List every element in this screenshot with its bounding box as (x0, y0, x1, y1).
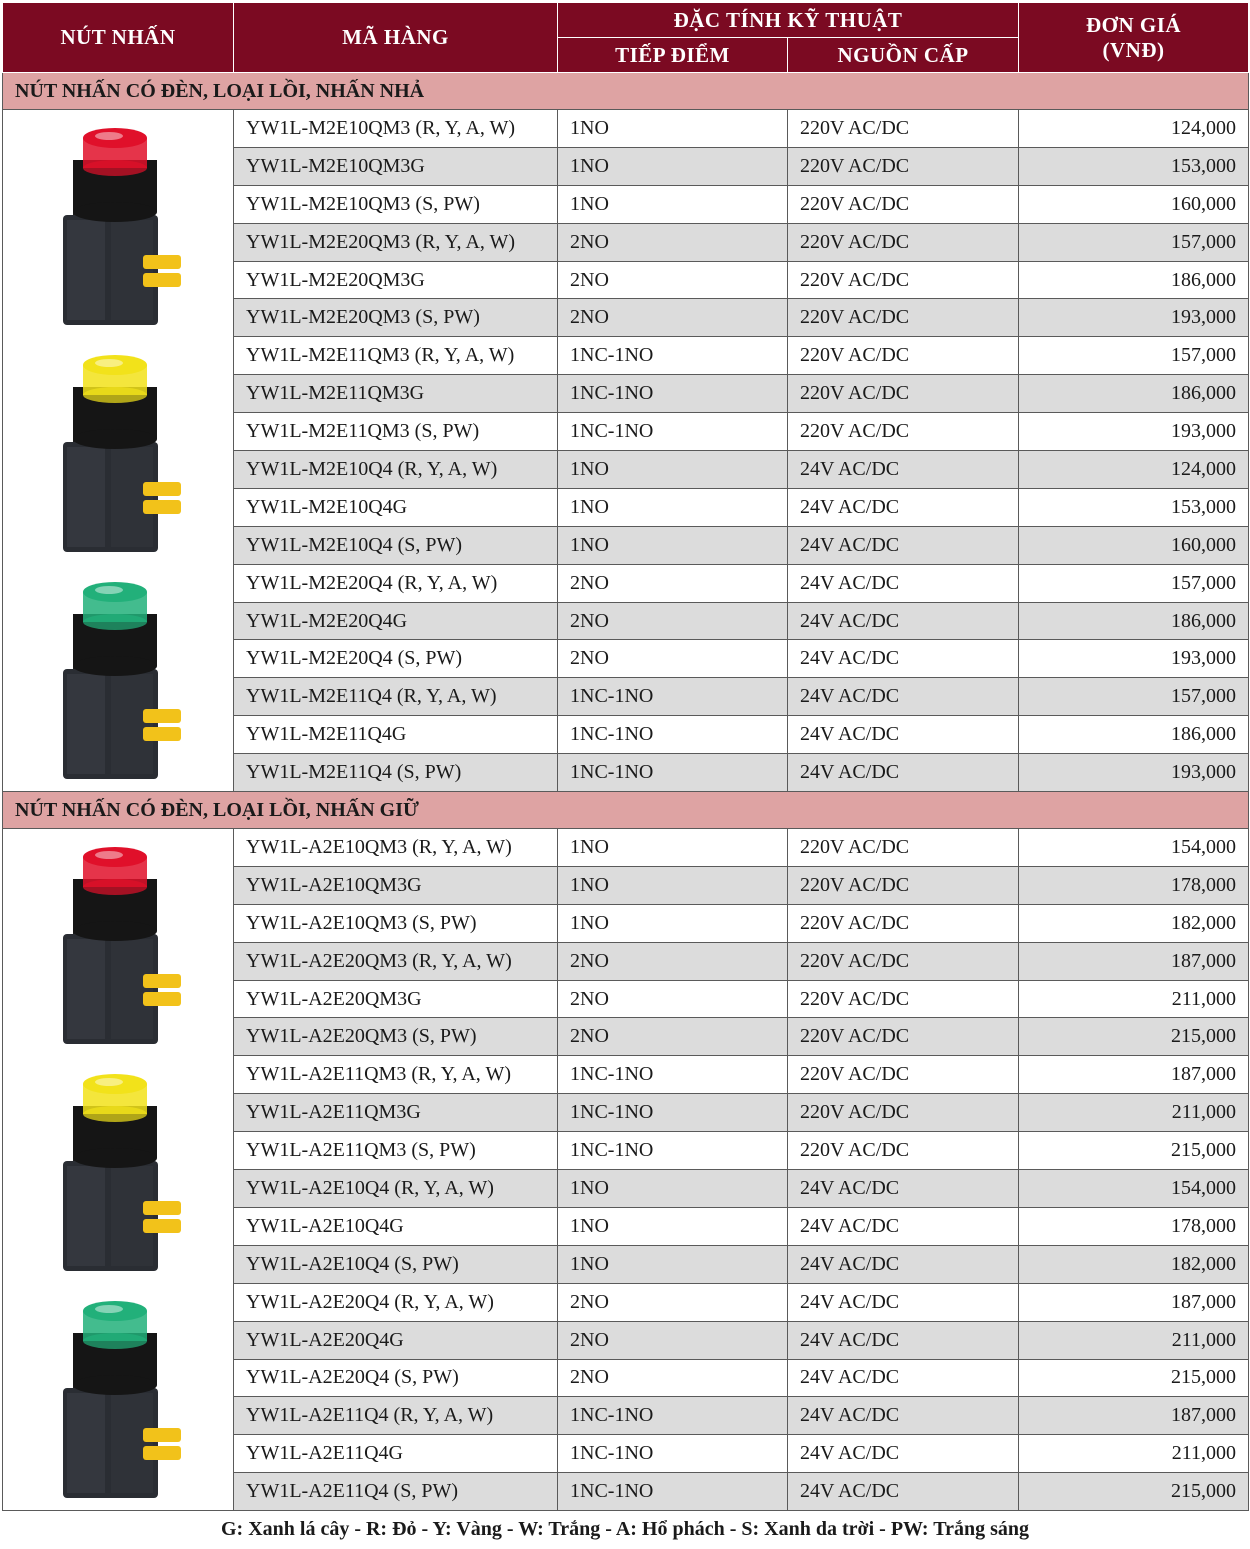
unit-price: 182,000 (1019, 904, 1249, 942)
unit-price: 186,000 (1019, 716, 1249, 754)
header-price (1019, 3, 1249, 73)
header-spec: ĐẶC TÍNH KỸ THUẬT (558, 3, 1019, 38)
contact-type: 2NO (558, 1359, 788, 1397)
power-supply: 220V AC/DC (788, 299, 1019, 337)
product-code: YW1L-M2E20QM3 (S, PW) (234, 299, 558, 337)
contact-type: 1NC-1NO (558, 1094, 788, 1132)
unit-price: 215,000 (1019, 1473, 1249, 1511)
contact-type: 2NO (558, 980, 788, 1018)
product-code: YW1L-M2E11Q4 (S, PW) (234, 754, 558, 792)
power-supply: 220V AC/DC (788, 829, 1019, 867)
power-supply: 24V AC/DC (788, 640, 1019, 678)
power-supply: 24V AC/DC (788, 1321, 1019, 1359)
unit-price: 157,000 (1019, 337, 1249, 375)
contact-type: 2NO (558, 223, 788, 261)
unit-price: 211,000 (1019, 1321, 1249, 1359)
contact-type: 1NC-1NO (558, 1397, 788, 1435)
unit-price: 182,000 (1019, 1245, 1249, 1283)
product-code: YW1L-A2E11QM3G (234, 1094, 558, 1132)
product-image-cell (3, 110, 234, 792)
power-supply: 24V AC/DC (788, 526, 1019, 564)
table-row (3, 110, 1249, 148)
unit-price: 215,000 (1019, 1132, 1249, 1170)
red-illuminated-pushbutton-icon (53, 839, 188, 1049)
product-code: YW1L-M2E20Q4 (R, Y, A, W) (234, 564, 558, 602)
power-supply: 24V AC/DC (788, 678, 1019, 716)
contact-type: 1NO (558, 488, 788, 526)
product-code: YW1L-M2E20Q4 (S, PW) (234, 640, 558, 678)
power-supply: 24V AC/DC (788, 754, 1019, 792)
contact-type: 2NO (558, 1321, 788, 1359)
product-code: YW1L-M2E20Q4G (234, 602, 558, 640)
product-code: YW1L-A2E11Q4 (S, PW) (234, 1473, 558, 1511)
header-code: MÃ HÀNG (234, 3, 558, 73)
product-image (3, 564, 234, 791)
header-price-line2: (VNĐ) (1102, 37, 1165, 62)
product-code: YW1L-A2E10Q4 (S, PW) (234, 1245, 558, 1283)
section-header-row (3, 792, 1249, 829)
power-supply: 24V AC/DC (788, 1473, 1019, 1511)
power-supply: 220V AC/DC (788, 185, 1019, 223)
contact-type: 1NC-1NO (558, 375, 788, 413)
unit-price: 178,000 (1019, 866, 1249, 904)
price-table (2, 2, 1249, 1511)
unit-price: 186,000 (1019, 261, 1249, 299)
unit-price: 160,000 (1019, 185, 1249, 223)
unit-price: 186,000 (1019, 602, 1249, 640)
contact-type: 1NO (558, 904, 788, 942)
product-code: YW1L-A2E20QM3 (S, PW) (234, 1018, 558, 1056)
product-image (3, 110, 234, 337)
contact-type: 1NC-1NO (558, 1473, 788, 1511)
header-contact: TIẾP ĐIỂM (558, 38, 788, 73)
unit-price: 193,000 (1019, 754, 1249, 792)
contact-type: 1NO (558, 1245, 788, 1283)
product-code: YW1L-M2E11QM3G (234, 375, 558, 413)
power-supply: 220V AC/DC (788, 147, 1019, 185)
product-code: YW1L-A2E10QM3 (S, PW) (234, 904, 558, 942)
unit-price: 157,000 (1019, 564, 1249, 602)
green-illuminated-pushbutton-icon (53, 574, 188, 784)
contact-type: 1NO (558, 526, 788, 564)
unit-price: 211,000 (1019, 1094, 1249, 1132)
contact-type: 1NC-1NO (558, 1132, 788, 1170)
unit-price: 157,000 (1019, 678, 1249, 716)
power-supply: 220V AC/DC (788, 942, 1019, 980)
power-supply: 220V AC/DC (788, 866, 1019, 904)
contact-type: 1NC-1NO (558, 1056, 788, 1094)
power-supply: 220V AC/DC (788, 337, 1019, 375)
product-image (3, 1283, 234, 1510)
color-legend-footer: G: Xanh lá cây - R: Đỏ - Y: Vàng - W: Trắng - A: Hổ phách - S: Xanh da trời - PW: Trắng sáng (220, 1518, 1029, 1540)
header-price-line1: ĐƠN GIÁ (1085, 12, 1182, 37)
contact-type: 2NO (558, 299, 788, 337)
power-supply: 220V AC/DC (788, 413, 1019, 451)
product-code: YW1L-A2E10Q4 (R, Y, A, W) (234, 1170, 558, 1208)
contact-type: 2NO (558, 640, 788, 678)
section-header-row (3, 73, 1249, 110)
contact-type: 1NO (558, 1207, 788, 1245)
contact-type: 1NO (558, 147, 788, 185)
contact-type: 2NO (558, 1018, 788, 1056)
power-supply: 24V AC/DC (788, 1245, 1019, 1283)
product-code: YW1L-A2E11QM3 (S, PW) (234, 1132, 558, 1170)
product-code: YW1L-A2E20Q4 (S, PW) (234, 1359, 558, 1397)
product-code: YW1L-M2E10QM3G (234, 147, 558, 185)
contact-type: 2NO (558, 564, 788, 602)
yellow-illuminated-pushbutton-icon (53, 1066, 188, 1276)
header-button: NÚT NHẤN (3, 3, 234, 73)
contact-type: 1NC-1NO (558, 754, 788, 792)
unit-price: 187,000 (1019, 1283, 1249, 1321)
product-image (3, 337, 234, 564)
contact-type: 2NO (558, 261, 788, 299)
product-code: YW1L-A2E20QM3G (234, 980, 558, 1018)
contact-type: 1NO (558, 866, 788, 904)
power-supply: 220V AC/DC (788, 110, 1019, 148)
contact-type: 1NO (558, 1170, 788, 1208)
product-code: YW1L-A2E11Q4 (R, Y, A, W) (234, 1397, 558, 1435)
contact-type: 2NO (558, 602, 788, 640)
power-supply: 24V AC/DC (788, 1435, 1019, 1473)
power-supply: 24V AC/DC (788, 1283, 1019, 1321)
product-code: YW1L-M2E11QM3 (S, PW) (234, 413, 558, 451)
product-image (3, 1056, 234, 1283)
power-supply: 24V AC/DC (788, 488, 1019, 526)
yellow-illuminated-pushbutton-icon (53, 347, 188, 557)
product-code: YW1L-A2E10QM3 (R, Y, A, W) (234, 829, 558, 867)
unit-price: 154,000 (1019, 829, 1249, 867)
unit-price: 160,000 (1019, 526, 1249, 564)
power-supply: 220V AC/DC (788, 1094, 1019, 1132)
power-supply: 24V AC/DC (788, 716, 1019, 754)
product-code: YW1L-A2E10QM3G (234, 866, 558, 904)
power-supply: 220V AC/DC (788, 1018, 1019, 1056)
unit-price: 124,000 (1019, 451, 1249, 489)
product-code: YW1L-A2E11Q4G (234, 1435, 558, 1473)
product-code: YW1L-A2E10Q4G (234, 1207, 558, 1245)
product-image-cell (3, 829, 234, 1511)
section-title: NÚT NHẤN CÓ ĐÈN, LOẠI LỒI, NHẤN GIỮ (3, 792, 1249, 829)
product-code: YW1L-A2E11QM3 (R, Y, A, W) (234, 1056, 558, 1094)
unit-price: 153,000 (1019, 147, 1249, 185)
contact-type: 1NC-1NO (558, 1435, 788, 1473)
unit-price: 193,000 (1019, 640, 1249, 678)
contact-type: 2NO (558, 1283, 788, 1321)
product-code: YW1L-M2E20QM3 (R, Y, A, W) (234, 223, 558, 261)
unit-price: 187,000 (1019, 1056, 1249, 1094)
power-supply: 24V AC/DC (788, 602, 1019, 640)
table-header (3, 3, 1249, 73)
power-supply: 24V AC/DC (788, 1397, 1019, 1435)
contact-type: 1NC-1NO (558, 678, 788, 716)
table-body (3, 73, 1249, 1511)
unit-price: 215,000 (1019, 1018, 1249, 1056)
unit-price: 193,000 (1019, 299, 1249, 337)
product-code: YW1L-A2E20Q4G (234, 1321, 558, 1359)
product-code: YW1L-M2E10Q4G (234, 488, 558, 526)
unit-price: 211,000 (1019, 1435, 1249, 1473)
product-code: YW1L-A2E20QM3 (R, Y, A, W) (234, 942, 558, 980)
unit-price: 153,000 (1019, 488, 1249, 526)
red-illuminated-pushbutton-icon (53, 120, 188, 330)
price-table-frame (2, 2, 1248, 1511)
unit-price: 154,000 (1019, 1170, 1249, 1208)
unit-price: 187,000 (1019, 1397, 1249, 1435)
power-supply: 24V AC/DC (788, 564, 1019, 602)
unit-price: 178,000 (1019, 1207, 1249, 1245)
power-supply: 220V AC/DC (788, 375, 1019, 413)
product-code: YW1L-M2E11Q4G (234, 716, 558, 754)
header-power: NGUỒN CẤP (788, 38, 1019, 73)
product-code: YW1L-M2E10QM3 (S, PW) (234, 185, 558, 223)
product-code: YW1L-M2E10Q4 (R, Y, A, W) (234, 451, 558, 489)
contact-type: 1NO (558, 185, 788, 223)
product-code: YW1L-M2E10Q4 (S, PW) (234, 526, 558, 564)
power-supply: 220V AC/DC (788, 904, 1019, 942)
table-row (3, 829, 1249, 867)
unit-price: 186,000 (1019, 375, 1249, 413)
unit-price: 211,000 (1019, 980, 1249, 1018)
green-illuminated-pushbutton-icon (53, 1293, 188, 1503)
contact-type: 1NC-1NO (558, 413, 788, 451)
contact-type: 1NC-1NO (558, 337, 788, 375)
contact-type: 2NO (558, 942, 788, 980)
power-supply: 220V AC/DC (788, 980, 1019, 1018)
power-supply: 24V AC/DC (788, 451, 1019, 489)
section-title: NÚT NHẤN CÓ ĐÈN, LOẠI LỒI, NHẤN NHẢ (3, 73, 1249, 110)
product-image (3, 829, 234, 1056)
unit-price: 215,000 (1019, 1359, 1249, 1397)
power-supply: 220V AC/DC (788, 261, 1019, 299)
power-supply: 220V AC/DC (788, 1132, 1019, 1170)
power-supply: 24V AC/DC (788, 1207, 1019, 1245)
power-supply: 220V AC/DC (788, 223, 1019, 261)
product-code: YW1L-M2E11Q4 (R, Y, A, W) (234, 678, 558, 716)
contact-type: 1NO (558, 110, 788, 148)
power-supply: 24V AC/DC (788, 1170, 1019, 1208)
product-code: YW1L-M2E20QM3G (234, 261, 558, 299)
product-code: YW1L-M2E11QM3 (R, Y, A, W) (234, 337, 558, 375)
unit-price: 187,000 (1019, 942, 1249, 980)
power-supply: 24V AC/DC (788, 1359, 1019, 1397)
product-code: YW1L-M2E10QM3 (R, Y, A, W) (234, 110, 558, 148)
contact-type: 1NC-1NO (558, 716, 788, 754)
contact-type: 1NO (558, 451, 788, 489)
power-supply: 220V AC/DC (788, 1056, 1019, 1094)
unit-price: 157,000 (1019, 223, 1249, 261)
contact-type: 1NO (558, 829, 788, 867)
product-code: YW1L-A2E20Q4 (R, Y, A, W) (234, 1283, 558, 1321)
unit-price: 193,000 (1019, 413, 1249, 451)
unit-price: 124,000 (1019, 110, 1249, 148)
